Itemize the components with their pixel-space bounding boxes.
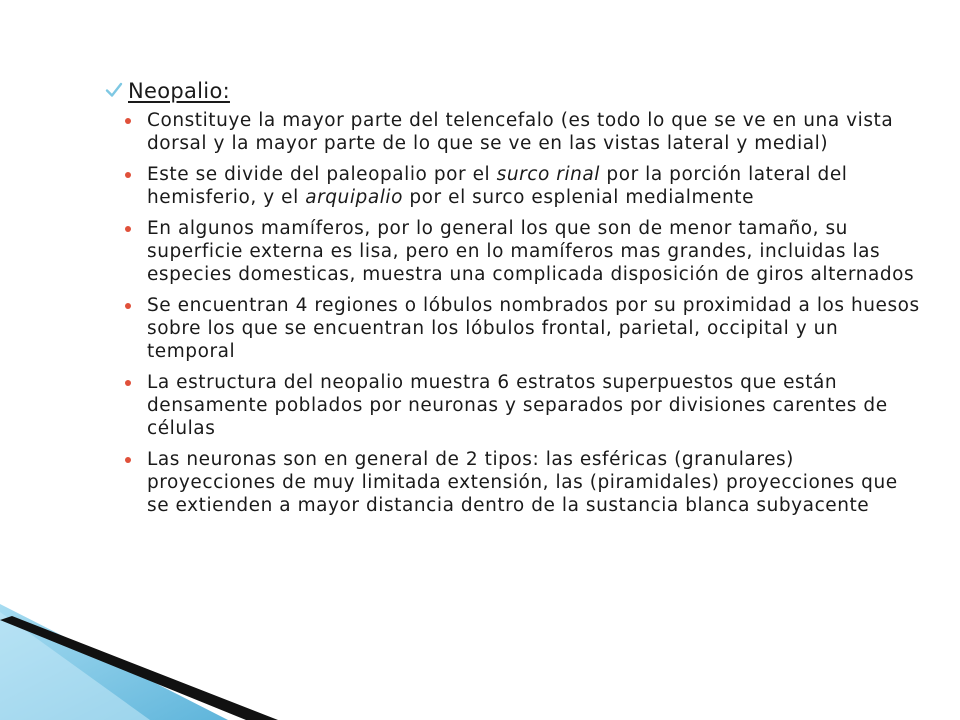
italic-term: arquipalio [305,187,403,208]
bullet-list [104,109,924,517]
dot-bullet-icon [125,457,131,463]
dot-bullet-icon [125,226,131,232]
dot-bullet-icon [125,303,131,309]
list-item-text: Las neuronas son en general de 2 tipos: las esféricas (granulares) proyecciones de muy limitada extensión, las (piramidales) proyecciones que se extienden a mayor distancia dentro de la sustancia blanca subyacente [147,449,898,516]
list-item-text: por el surco esplenial medialmente [402,187,755,208]
list-item-text: Se encuentran 4 regiones o lóbulos nombrados por su proximidad a los huesos sobre los que se encuentran los lóbulos frontal, parietal, occipital y un temporal [147,295,920,362]
section-heading: Neopalio: [128,79,230,103]
corner-blue-band [0,604,228,720]
list-item-text: Este se divide del paleopalio por el [147,164,497,185]
list-item-text: por la porción lateral del hemisferio, y el [147,164,848,208]
list-item [104,448,924,517]
dot-bullet-icon [125,118,131,124]
italic-term: surco rinal [496,164,600,185]
list-item-text: Constituye la mayor parte del telencefalo (es todo lo que se ve en una vista dorsal y la mayor parte de lo que se ve en las vistas lateral y medial) [147,110,894,154]
corner-black-stripe [0,616,278,720]
slide-content [104,78,924,525]
corner-light-band [0,612,150,720]
list-item-text: La estructura del neopalio muestra 6 estratos superpuestos que están densamente poblados por neuronas y separados por divisiones carentes de células [147,372,888,439]
list-item [104,371,924,440]
checkmark-icon [104,80,124,100]
dot-bullet-icon [125,172,131,178]
list-item [104,294,924,363]
heading-row [104,78,924,103]
list-item [104,217,924,286]
list-item-text: En algunos mamíferos, por lo general los que son de menor tamaño, su superficie externa es lisa, pero en lo mamíferos mas grandes, incluidas las especies domesticas, muestra una complicada disposición de giros alternados [147,218,915,285]
dot-bullet-icon [125,380,131,386]
list-item [104,109,924,155]
list-item [104,163,924,209]
